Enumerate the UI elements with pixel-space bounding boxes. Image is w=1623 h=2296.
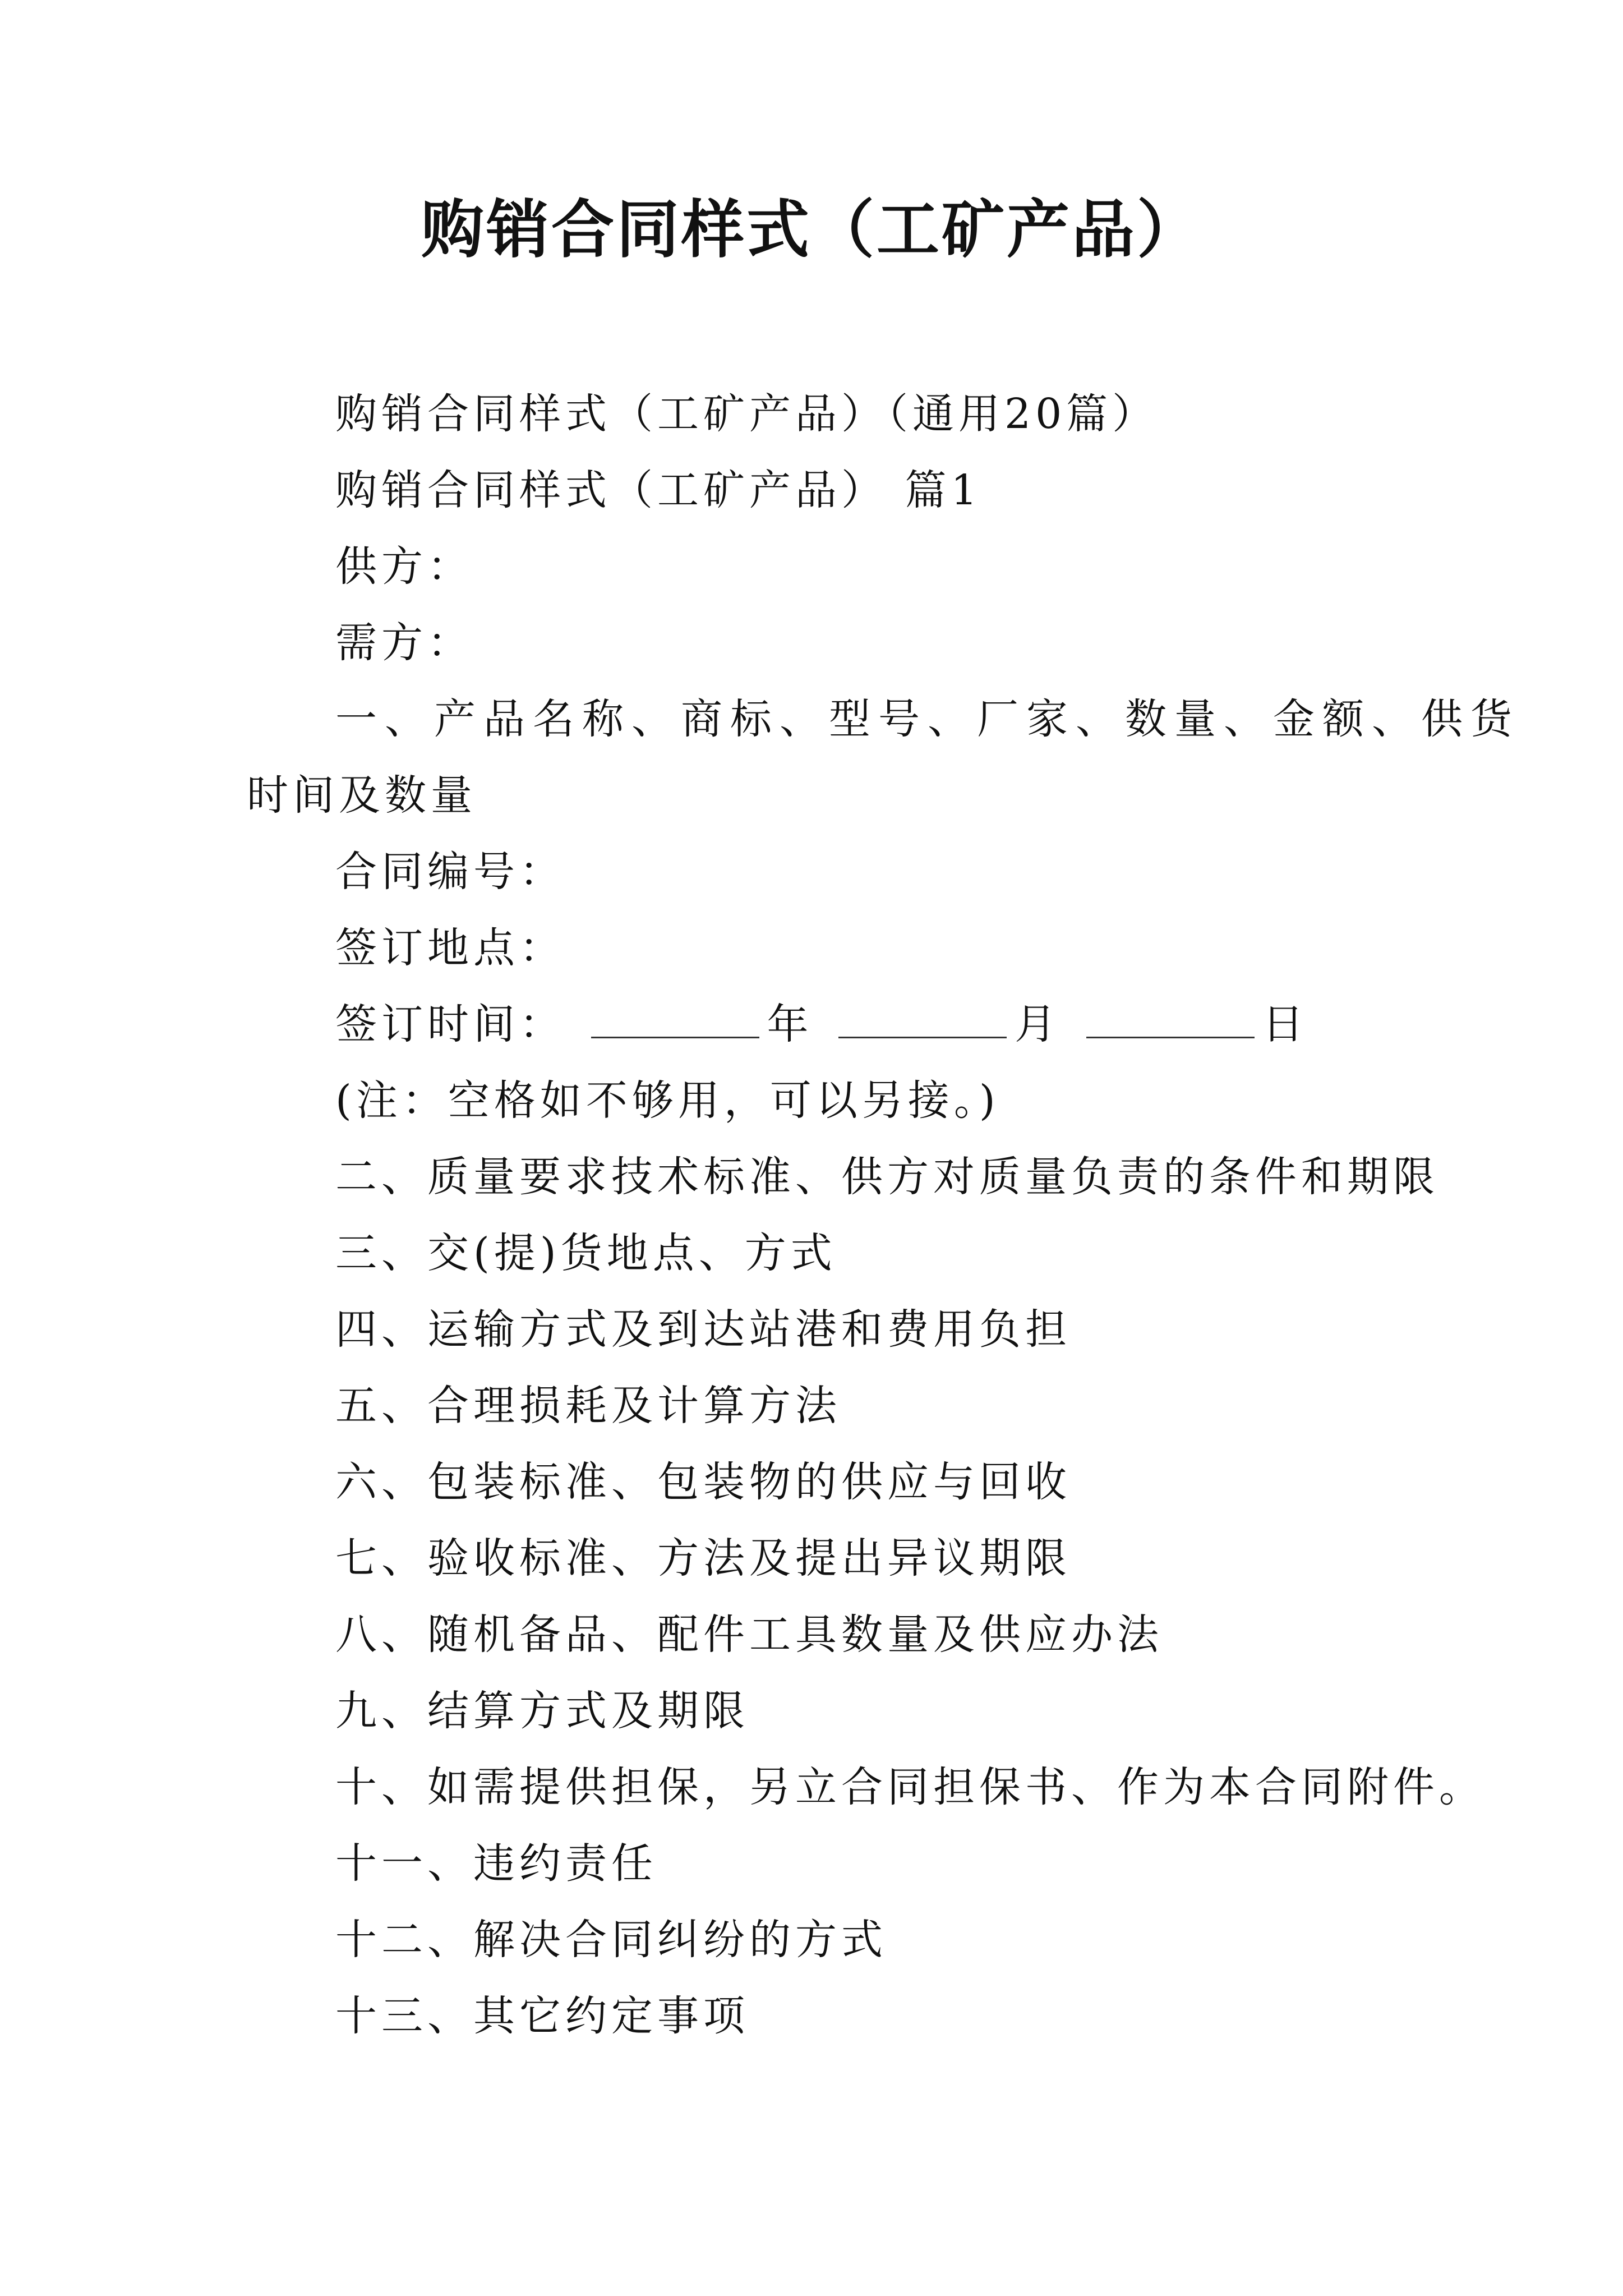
clause-8: 八、随机备品、配件工具数量及供应办法 [335, 1611, 1163, 1659]
clause-13: 十三、其它约定事项 [335, 1992, 749, 2040]
section-heading: 购销合同样式（工矿产品） 篇1 [335, 466, 982, 514]
month-blank [838, 997, 1007, 1038]
note-line: (注：空格如不够用，可以另接。) [335, 1076, 1000, 1125]
day-label: 日 [1262, 1000, 1308, 1048]
clause-12: 十二、解决合同纠纷的方式 [335, 1916, 887, 1964]
clause-5: 五、合理损耗及计算方法 [335, 1382, 841, 1430]
clause-3: 三、交(提)货地点、方式 [335, 1229, 837, 1277]
year-blank [591, 997, 759, 1038]
clause-1-line-2: 时间及数量 [247, 771, 477, 820]
signing-date-line [335, 997, 1308, 1051]
document-title: 购销合同样式（工矿产品） [421, 193, 1202, 266]
clause-4: 四、运输方式及到达站港和费用负担 [335, 1305, 1071, 1354]
day-blank [1086, 997, 1255, 1038]
clause-6: 六、包装标准、包装物的供应与回收 [335, 1458, 1071, 1506]
supplier-label: 供方： [335, 542, 473, 591]
clause-11: 十一、违约责任 [335, 1839, 657, 1888]
month-label: 月 [1015, 1000, 1061, 1048]
contract-number-label: 合同编号： [335, 848, 565, 896]
buyer-label: 需方： [335, 619, 473, 667]
clause-2: 二、质量要求技术标准、供方对质量负责的条件和期限 [335, 1153, 1439, 1201]
clause-7: 七、验收标准、方法及提出异议期限 [335, 1534, 1071, 1582]
subtitle-line: 购销合同样式（工矿产品）（通用20篇） [335, 390, 1159, 438]
signing-date-label: 签订时间： [335, 1000, 565, 1048]
clause-10: 十、如需提供担保，另立合同担保书、作为本合同附件。 [335, 1763, 1485, 1811]
clause-9: 九、结算方式及期限 [335, 1687, 749, 1735]
clause-1-line-1: 一、产品名称、商标、型号、厂家、数量、金额、供货 [335, 695, 1520, 743]
year-label: 年 [767, 1000, 813, 1048]
signing-place-label: 签订地点： [335, 924, 565, 972]
